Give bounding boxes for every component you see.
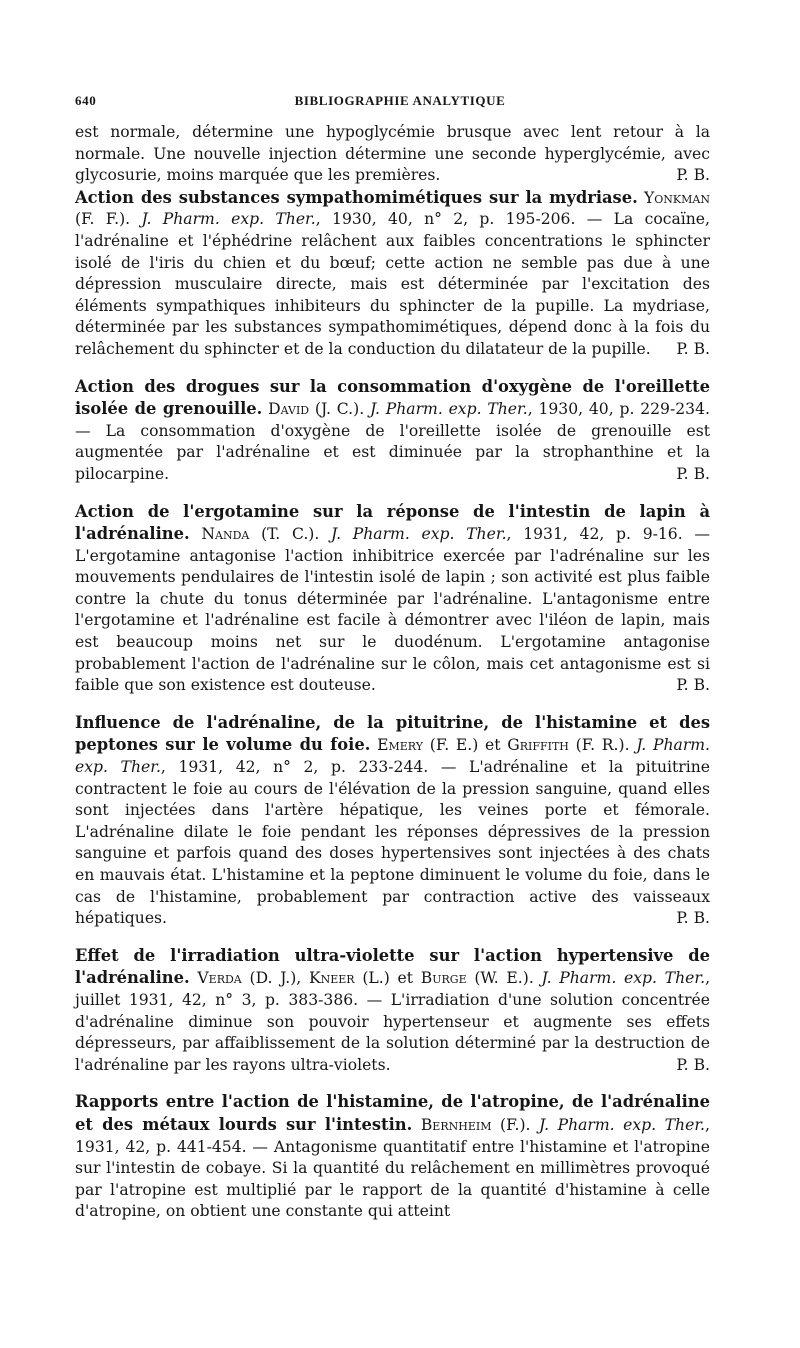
journal-name: J. Pharm. exp. Ther. [541,969,706,988]
abstract-signature: P. B. [676,339,710,358]
abstract-text: La consommation d'oxygène de l'oreillette isolée de grenouille est augmentée par l'adrénaline et est diminuée par la strophanthine et la pilocarpine. [75,421,710,483]
abstract-text: L'irradiation d'une solution concentrée d'adrénaline diminue son pouvoir hypertenseur et augmente ses effets dépresseurs, par affaiblissement de la solution déterminé par la destruction de l'adrénaline par les rayons ultra-violets. [75,990,710,1074]
author-initials: (L.) et [362,969,414,988]
author-name: Burge [420,969,467,988]
author-initials: (F.). [500,1115,531,1134]
page-body [75,122,710,1223]
author-initials: (F. E.) et [429,736,501,755]
journal-name: J. Pharm. exp. Ther. [75,736,711,777]
citation-details: , juillet 1931, 42, n° 3, p. 383-386. — [75,969,711,1009]
author-initials: (T. C.). [261,525,320,544]
abstract-title: Action des substances sympathomimétiques sur la mydriase. [75,187,638,207]
abstract-text: La cocaïne, l'adrénaline et l'éphédrine relâchent aux faibles concentrations le sphincter isolé de l'iris du chien et du bœuf; cette action ne semble pas due à une dépression musculaire directe, mais est déterminée par l'excitation des éléments sympathiques inhibiteurs du sphincter de la pupille. La mydriase, déterminée par les substances sympathomimétiques, dépend donc à la fois du relâchement du sphincter et de la conduction du dilatateur de la pupille. [75,210,710,358]
journal-name: J. Pharm. exp. Ther. [141,210,316,229]
author-name: Griffith [507,736,569,755]
abstract-title: Effet de l'irradiation ultra-violette sur l'action hypertensive de l'adrénaline. [75,945,710,988]
abstract-title: Influence de l'adrénaline, de la pituitrine, de l'histamine et des peptones sur le volume du foie. [75,712,710,755]
citation-details: , 1930, 40, n° 2, p. 195-206. — [315,210,614,229]
abstract-entry [75,945,710,1077]
abstract-entry [75,501,710,697]
abstract-title: Action de l'ergotamine sur la réponse de l'intestin de lapin à l'adrénaline. [75,501,710,544]
author-name: Nanda [201,525,250,544]
citation-details: , 1931, 42, n° 2, p. 233-244. — [160,758,470,777]
abstract-signature: P. B. [676,676,710,695]
abstract-entries [75,187,710,1223]
abstract-signature: P. B. [676,464,710,483]
intro-text-span: est normale, détermine une hypoglycémie brusque avec lent retour à la normale. Une nouvelle injection détermine une seconde hyperglycémie, avec glycosurie, moins marquée que les premières. [75,123,710,185]
citation-details: , 1930, 40, p. 229-234. — [75,400,710,440]
abstract-entry [75,1091,710,1223]
abstract-paragraph [75,1091,710,1223]
abstract-signature: P. B. [676,1055,710,1074]
author-initials: (F. R.). [575,736,630,755]
abstract-text: L'adrénaline et la pituitrine contractent le foie au cours de l'élévation de la pression sanguine, quand elles sont injectées dans l'artère hépatique, les veines porte et fémorale. L'adrénaline dilate le foie pendant les réponses dépressives de la pression sanguine et parfois quand des doses hypertensives sont injectées à des chats en mauvais état. L'histamine et la peptone diminuent le volume du foie, dans le cas de l'histamine, probablement par contraction active des vaisseaux hépatiques. [75,758,710,928]
abstract-title: Action des drogues sur la consommation d'oxygène de l'oreillette isolée de grenouille. [75,376,710,419]
abstract-paragraph [75,376,710,486]
abstract-text: Antagonisme quantitatif entre l'histamine et l'atropine sur l'intestin de cobaye. Si la quantité du relâchement en millimètres provoqué par l'atropine est multiplié par le rapport de la quantité d'histamine à celle d'atropine, on obtient une constante qui atteint [75,1137,710,1221]
abstract-paragraph [75,712,710,930]
abstract-title: Rapports entre l'action de l'histamine, de l'atropine, de l'adrénaline et des métaux lourds sur l'intestin. [75,1092,710,1134]
journal-name: J. Pharm. exp. Ther. [539,1115,706,1134]
citation-details: , 1931, 42, p. 441-454. — [75,1115,710,1156]
author-initials: (F. F.). [75,210,131,229]
citation-details: , 1931, 42, p. 9-16. — [506,525,710,544]
abstract-entry [75,187,710,361]
journal-name: J. Pharm. exp. Ther. [369,400,528,419]
intro-paragraph [75,122,710,187]
author-name: Emery [377,736,424,755]
intro-signature: P. B. [676,166,710,185]
abstract-paragraph [75,501,710,697]
abstract-signature: P. B. [676,909,710,928]
author-name: David [268,400,310,419]
running-title: BIBLIOGRAPHIE ANALYTIQUE [294,93,506,108]
abstract-text: L'ergotamine antagonise l'action inhibitrice exercée par l'adrénaline sur les mouvements pendulaires de l'intestin isolé de lapin ; son activité est plus faible contre la chute du tonus déterminée par l'adrénaline. L'antagonisme entre l'ergotamine et l'adrénaline est facile à démontrer avec l'iléon de lapin, mais est beaucoup moins net sur le duodénum. L'ergotamine antagonise probablement l'action de l'adrénaline sur le côlon, mais cet antagonisme est si faible que son existence est douteuse. [75,546,710,695]
abstract-entry [75,376,710,486]
intro-text [75,122,710,187]
journal-name: J. Pharm. exp. Ther. [331,525,507,544]
author-name: Yonkman [643,188,710,207]
author-initials: (D. J.), [249,969,302,988]
page-number: 640 [75,93,97,108]
abstract-paragraph [75,187,710,361]
author-initials: (W. E.). [474,969,534,988]
author-name: Verda [197,969,242,988]
author-name: Kneer [308,969,355,988]
abstract-paragraph [75,945,710,1077]
running-header [75,90,725,110]
author-name: Bernheim [420,1115,492,1134]
abstract-entry [75,712,710,930]
author-initials: (J. C.). [314,400,365,419]
